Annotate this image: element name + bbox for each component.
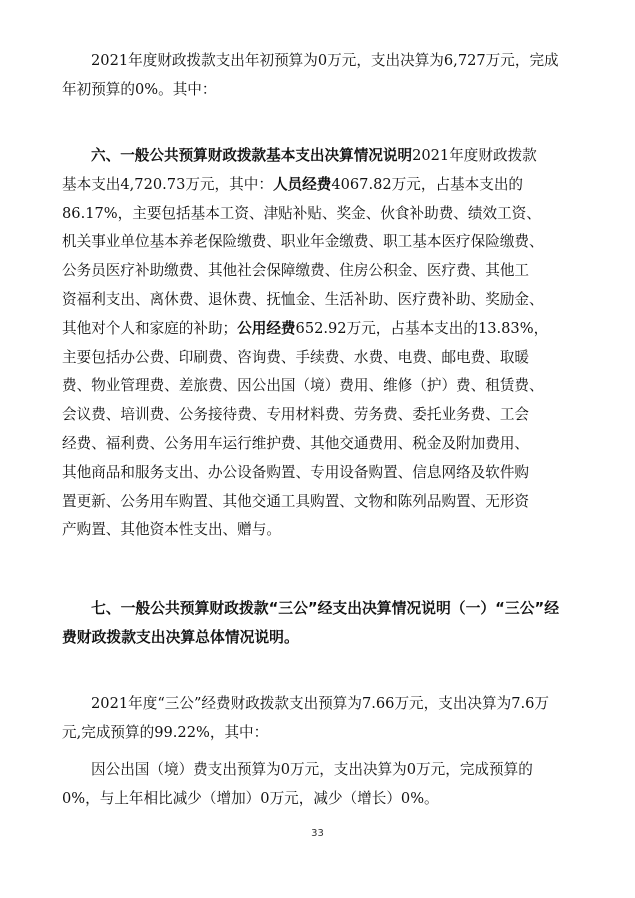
text-line — [62, 315, 597, 344]
text-line: 年初预算的0%。其中： — [62, 80, 217, 98]
section-heading-7 — [62, 595, 597, 653]
text-line: 0%，与上年相比减少（增加）0万元，减少（增长）0%。 — [62, 789, 439, 807]
text-line: 费、物业管理费、差旅费、因公出国（境）费用、维修（护）费、租赁费、 — [62, 377, 544, 395]
text-line: 会议费、培训费、公务接待费、专用材料费、劳务费、委托业务费、工会 — [62, 406, 530, 424]
paragraph-overseas-travel — [62, 756, 597, 814]
text-line: 主要包括办公费、印刷费、咨询费、手续费、水费、电费、邮电费、取暖 — [62, 348, 530, 366]
text-line: 费财政拨款支出决算总体情况说明。 — [62, 628, 299, 646]
text-line: 2021年度财政拨款支出年初预算为0万元，支出决算为6,727万元，完成 — [91, 52, 559, 69]
text-line: 2021年度“三公”经费财政拨款支出预算为7.66万元，支出决算为7.6万 — [91, 695, 550, 712]
text-fragment: 652.92万元，占基本支出的13.83%， — [295, 319, 549, 337]
text-line: 资福利支出、离休费、退休费、抚恤金、生活补助、医疗费补助、奖励金、 — [62, 290, 544, 308]
text-line: 置更新、公务用车购置、其他交通工具购置、文物和陈列品购置、无形资 — [62, 492, 530, 510]
text-line: 其他商品和服务支出、办公设备购置、专用设备购置、信息网络及软件购 — [62, 463, 530, 481]
text-fragment: 其他对个人和家庭的补助； — [62, 319, 238, 337]
bold-term-public-expenses: 公用经费 — [237, 319, 296, 337]
text-line — [62, 142, 597, 171]
text-fragment: 2021年度财政拨款 — [412, 147, 537, 164]
text-fragment: 4067.82万元，占基本支出的 — [331, 175, 524, 193]
paragraph-three-public-expenses — [62, 690, 597, 748]
text-line: 机关事业单位基本养老保险缴费、职业年金缴费、职工基本医疗保险缴费、 — [62, 233, 544, 251]
page-number: 33 — [311, 828, 324, 839]
text-line: 因公出国（境）费支出预算为0万元，支出决算为0万元，完成预算的 — [91, 761, 533, 778]
bold-term-personnel-expenses: 人员经费 — [272, 175, 332, 193]
text-line: 公务员医疗补助缴费、其他社会保障缴费、住房公积金、医疗费、其他工 — [62, 262, 530, 280]
text-line: 86.17%，主要包括基本工资、津贴补贴、奖金、伙食补助费、绩效工资、 — [62, 204, 541, 222]
section-heading-6: 六、一般公共预算财政拨款基本支出决算情况说明 — [91, 147, 413, 164]
text-line: 七、一般公共预算财政拨款“三公”经支出决算情况说明（一）“三公”经 — [91, 600, 560, 617]
text-line: 经费、福利费、公务用车运行维护费、其他交通费用、税金及附加费用、 — [62, 434, 530, 452]
text-line — [62, 171, 597, 200]
text-fragment: 基本支出4,720.73万元，其中： — [62, 175, 273, 193]
paragraph-basic-expenditure — [62, 142, 597, 545]
text-line: 元,完成预算的99.22%，其中： — [62, 723, 269, 741]
paragraph-budget-summary — [62, 47, 597, 105]
text-line: 产购置、其他资本性支出、赠与。 — [62, 521, 281, 539]
